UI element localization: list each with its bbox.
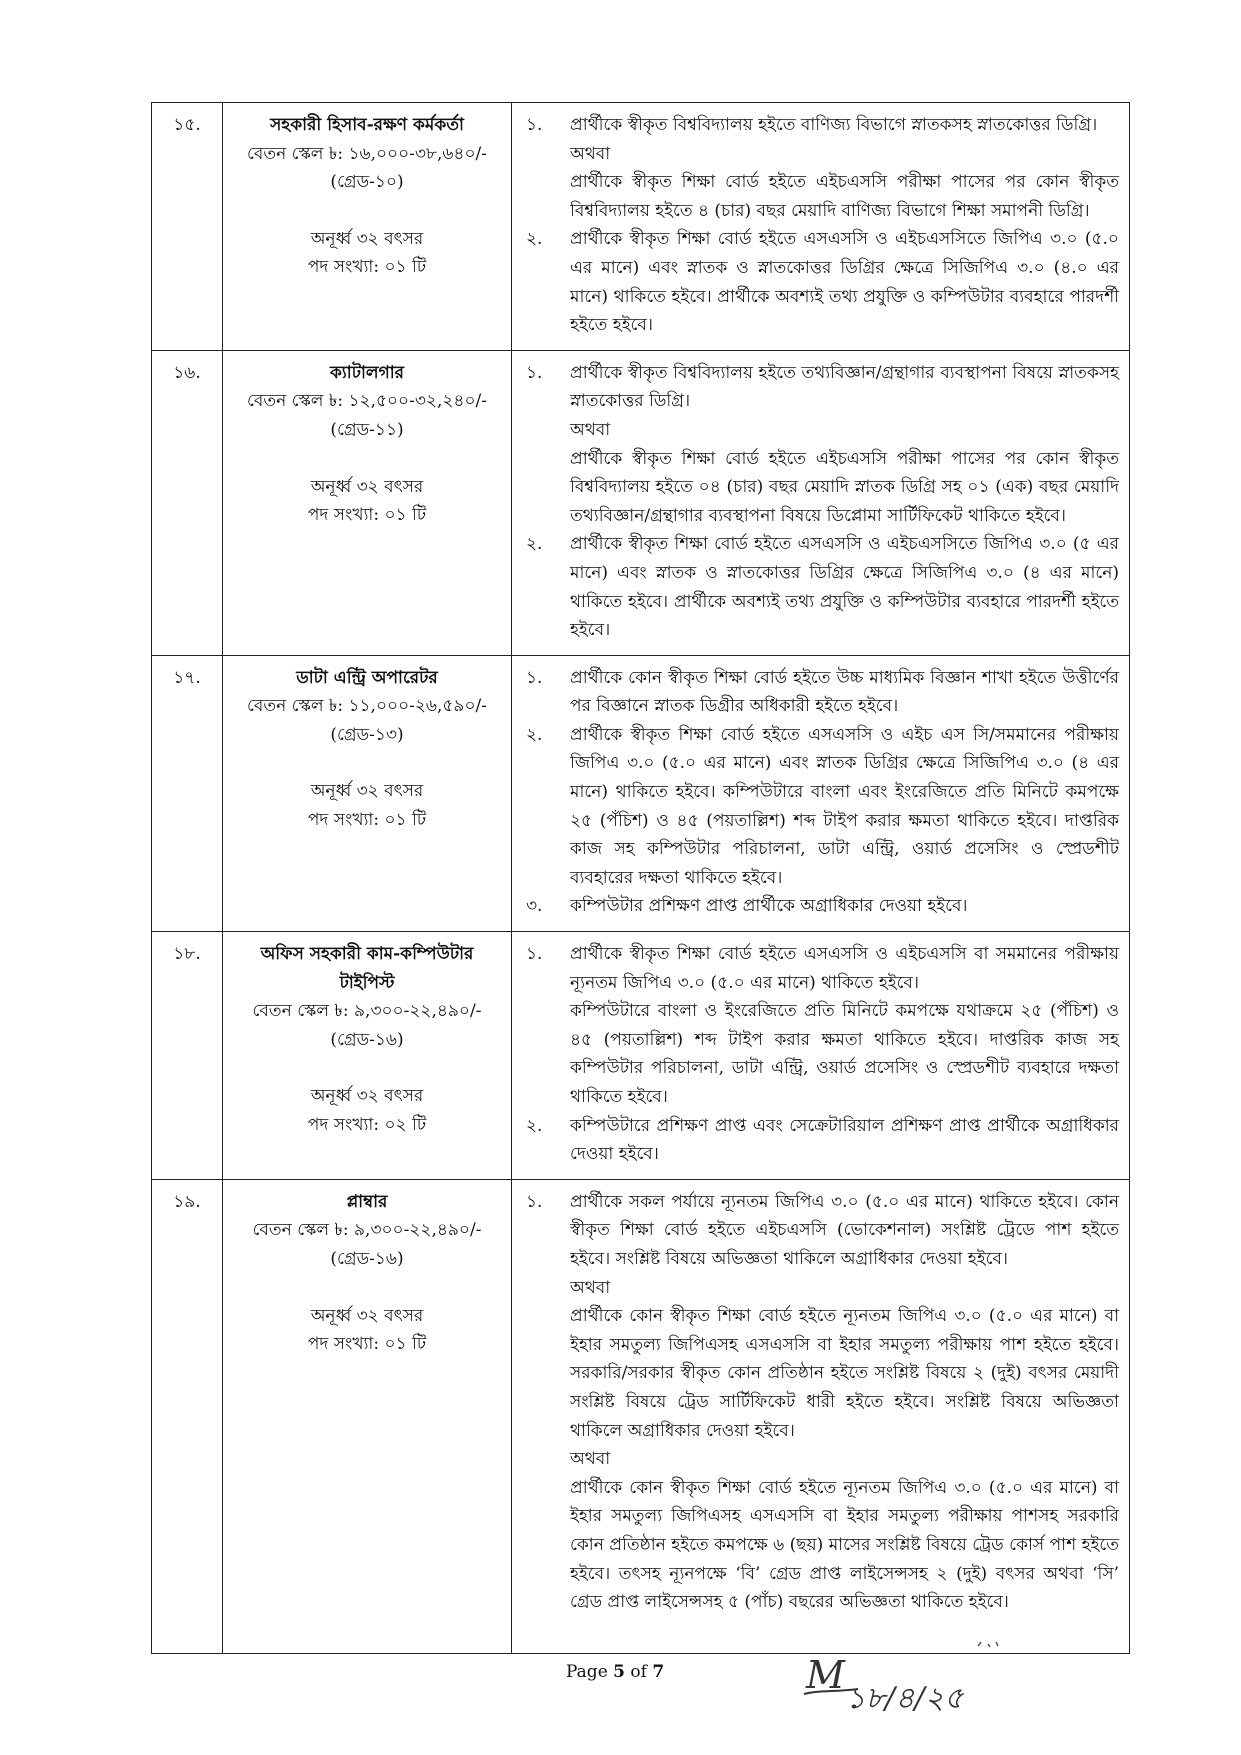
age-limit: অনূর্ধ্ব ৩২ বৎসর — [310, 1305, 424, 1326]
item-number: ৩. — [526, 896, 543, 917]
item-number: ২. — [526, 724, 543, 745]
pay-scale: বেতন স্কেল ৳: ১১,০০০-২৬,৫৯০/- — [247, 696, 487, 717]
post-count: পদ সংখ্যা: ০১ টি — [307, 505, 427, 526]
post-count: পদ সংখ্যা: ০২ টি — [307, 1115, 427, 1135]
table-row — [152, 1179, 1130, 1653]
requirement-text: প্রার্থীকে স্বীকৃত শিক্ষা বোর্ড হইতে এসএসসি ও এইচএসসিতে জিপিএ ৩.০ (৫.০ এর মানে) এবং স্নাতক ও স্নাতকোত্তর ডিগ্রির ক্ষেত্রে সিজিপিএ ৩.০ (৪.০ এর মানে) থাকিতে হইবে। প্রার্থীকে অবশ্যই তথ্য প্রযুক্তি ও কম্পিউটার ব্যবহারে পারদর্শী হইতে হইবে। — [570, 229, 1119, 336]
requirement-item — [522, 530, 1119, 644]
requirement-item — [522, 111, 1119, 140]
handwritten-signature — [798, 1632, 1018, 1722]
item-number: ১. — [526, 944, 543, 965]
requirement-text: প্রার্থীকে সকল পর্যায়ে ন্যূনতম জিপিএ ৩.০ (৫.০ এর মানে) থাকিতে হইবে। কোন স্বীকৃত শিক্ষা বোর্ড হইতে এইচএসসি (ভোকেশনাল) সংশ্লিষ্ট ট্রেডে পাশ হইতে হইবে। সংশ্লিষ্ট বিষয়ে অভিজ্ঞতা থাকিলে অগ্রাধিকার দেওয়া হইবে। — [570, 1191, 1119, 1269]
post-title: সহকারী হিসাব-রক্ষণ কর্মকর্তা — [270, 115, 464, 135]
requirement-text: প্রার্থীকে স্বীকৃত শিক্ষা বোর্ড হইতে এসএসসি ও এইচএসসিতে জিপিএ ৩.০ (৫ এর মানে) এবং স্নাতক ও স্নাতকোত্তর ডিগ্রির ক্ষেত্রে সিজিপিএ ৩.০ (৪ এর মানে) থাকিতে হইবে। প্রার্থীকে অবশ্যই তথ্য প্রযুক্তি ও কম্পিউটার ব্যবহারে পারদর্শী হইতে হইবে। — [570, 534, 1119, 641]
pay-scale: বেতন স্কেল ৳: ৯,৩০০-২২,৪৯০/- — [252, 1001, 482, 1022]
item-number: ২. — [526, 534, 543, 555]
job-requirements-table — [151, 102, 1130, 1654]
requirement-text: প্রার্থীকে কোন স্বীকৃত শিক্ষা বোর্ড হইতে ন্যূনতম জিপিএ ৩.০ (৫.০ এর মানে) বা ইহার সমতুল্য জিপিএসহ এসএসসি বা ইহার সমতুল্য পরীক্ষায় পাশ হইতে হইবে। সরকারি/সরকার স্বীকৃত কোন প্রতিষ্ঠান হইতে সংশ্লিষ্ট বিষয়ে ২ (দুই) বৎসর মেয়াদী সংশ্লিষ্ট বিষয়ে ট্রেড সার্টিফিকেট ধারী হইতে হইবে। সংশ্লিষ্ট বিষয়ে অভিজ্ঞতা থাকিলে অগ্রাধিকার দেওয়া হইবে। — [570, 1306, 1119, 1441]
table-row — [152, 103, 1130, 351]
or-label: অথবা — [570, 419, 611, 440]
post-count: পদ সংখ্যা: ০১ টি — [307, 257, 427, 278]
item-number: ১. — [526, 362, 543, 383]
post-title: ডাটা এন্ট্রি অপারেটর — [296, 667, 438, 688]
grade: (গ্রেড-১৬) — [330, 1029, 404, 1050]
requirement-item — [522, 664, 1119, 721]
requirement-item — [522, 1112, 1119, 1169]
requirement-text: প্রার্থীকে স্বীকৃত শিক্ষা বোর্ড হইতে এইচএসসি পরীক্ষা পাসের পর কোন স্বীকৃত বিশ্ববিদ্যালয় হইতে ০৪ (চার) বছর মেয়াদি স্নাতক ডিগ্রি সহ ০১ (এক) বছর মেয়াদি তথ্যবিজ্ঞান/গ্রন্থাগার ব্যবস্থাপনা বিষয়ে ডিপ্লোমা সার্টিফিকেট থাকিতে হইবে। — [570, 448, 1119, 526]
page-total: 7 — [652, 1662, 665, 1682]
table-row — [152, 655, 1130, 931]
requirement-text: কম্পিউটার প্রশিক্ষণ প্রাপ্ত প্রার্থীকে অগ্রাধিকার দেওয়া হইবে। — [570, 896, 968, 917]
age-limit: অনূর্ধ্ব ৩২ বৎসর — [310, 1086, 424, 1107]
of-word: of — [630, 1662, 647, 1682]
grade: (গ্রেড-১৩) — [330, 724, 404, 745]
post-title: প্লাম্বার — [346, 1191, 388, 1212]
post-cell — [223, 103, 512, 351]
item-number: ১. — [526, 1191, 543, 1212]
or-label: অথবা — [570, 1277, 611, 1298]
item-number: ১. — [526, 667, 543, 688]
pay-scale: বেতন স্কেল ৳: ১২,৫০০-৩২,২৪০/- — [247, 391, 487, 412]
age-limit: অনূর্ধ্ব ৩২ বৎসর — [310, 476, 424, 497]
serial-number: ১৯. — [152, 1179, 223, 1653]
requirement-text: প্রার্থীকে স্বীকৃত শিক্ষা বোর্ড হইতে এসএসসি ও এইচ এস সি/সমমানের পরীক্ষায় জিপিএ ৩.০ (৫.০ এর মানে) এবং স্নাতক ডিগ্রির ক্ষেত্রে সিজিপিএ ৩.০ (৪ এর মানে) থাকিতে হইবে। কম্পিউটারে বাংলা এবং ইংরেজিতে প্রতি মিনিটে কমপক্ষে ২৫ (পঁচিশ) ও ৪৫ (পয়তাল্লিশ) শব্দ টাইপ করার ক্ষমতা থাকিতে হইবে। দাপ্তরিক কাজ সহ কম্পিউটার পরিচালনা, ডাটা এন্ট্রি, ওয়ার্ড প্রসেসিং ও স্প্রেডশীট ব্যবহারের দক্ষতা থাকিতে হইবে। — [570, 724, 1119, 888]
post-title: অফিস সহকারী কাম-কম্পিউটার টাইপিস্ট — [260, 944, 474, 993]
requirement-text: কম্পিউটারে বাংলা ও ইংরেজিতে প্রতি মিনিটে কমপক্ষে যথাক্রমে ২৫ (পঁচিশ) ও ৪৫ (পয়তাল্লিশ) শব্দ টাইপ করার ক্ষমতা থাকিতে হইবে। দাপ্তরিক কাজ সহ কম্পিউটার পরিচালনা, ডাটা এন্ট্রি, ওয়ার্ড প্রসেসিং ও স্প্রেডশীট ব্যবহারে দক্ষতা থাকিতে হইবে। — [570, 1001, 1119, 1107]
post-cell — [223, 350, 512, 655]
post-cell — [223, 655, 512, 931]
signature-date: ১৮/৪/২৫ — [846, 1681, 964, 1716]
post-cell — [223, 932, 512, 1180]
requirement-text: প্রার্থীকে কোন স্বীকৃত শিক্ষা বোর্ড হইতে উচ্চ মাধ্যমিক বিজ্ঞান শাখা হইতে উত্তীর্ণের পর বিজ্ঞানে স্নাতক ডিগ্রীর অধিকারী হইতে হইবে। — [570, 667, 1119, 717]
grade: (গ্রেড-১০) — [330, 172, 404, 193]
requirements-cell — [512, 1179, 1130, 1653]
requirements-cell — [512, 103, 1130, 351]
grade: (গ্রেড-১১) — [330, 419, 404, 440]
page-word: Page — [566, 1662, 608, 1682]
age-limit: অনূর্ধ্ব ৩২ বৎসর — [310, 228, 424, 249]
requirement-item — [522, 940, 1119, 997]
requirement-text: কম্পিউটারে প্রশিক্ষণ প্রাপ্ত এবং সেক্রেটারিয়াল প্রশিক্ষণ প্রাপ্ত প্রার্থীকে অগ্রাধিকার দেওয়া হইবে। — [570, 1115, 1119, 1165]
requirement-item — [522, 1188, 1119, 1274]
page-number: 5 — [613, 1662, 626, 1682]
requirement-text: প্রার্থীকে স্বীকৃত শিক্ষা বোর্ড হইতে এসএসসি ও এইচএসসি বা সমমানের পরীক্ষায় ন্যূনতম জিপিএ ৩.০ (৫.০ এর মানে) থাকিতে হইবে। — [570, 944, 1119, 993]
requirement-text: প্রার্থীকে স্বীকৃত বিশ্ববিদ্যালয় হইতে তথ্যবিজ্ঞান/গ্রন্থাগার ব্যবস্থাপনা বিষয়ে স্নাতকসহ স্নাতকোত্তর ডিগ্রি। — [570, 362, 1119, 412]
item-number: ২. — [526, 229, 543, 250]
requirement-item — [522, 225, 1119, 339]
or-label: অথবা — [570, 1449, 611, 1470]
requirements-cell — [512, 932, 1130, 1180]
serial-number: ১৬. — [152, 350, 223, 655]
item-number: ১. — [526, 115, 543, 135]
age-limit: অনূর্ধ্ব ৩২ বৎসর — [310, 781, 424, 802]
requirement-item — [522, 892, 1119, 921]
requirement-text: প্রার্থীকে স্বীকৃত বিশ্ববিদ্যালয় হইতে বাণিজ্য বিভাগে স্নাতকসহ স্নাতকোত্তর ডিগ্রি। — [570, 115, 1098, 135]
requirement-item — [522, 359, 1119, 416]
requirement-text: প্রার্থীকে কোন স্বীকৃত শিক্ষা বোর্ড হইতে ন্যূনতম জিপিএ ৩.০ (৫.০ এর মানে) বা ইহার সমতুল্য জিপিএসহ এসএসসি বা ইহার সমতুল্য পরীক্ষায় পাশসহ সরকারি কোন প্রতিষ্ঠান হইতে কমপক্ষে ৬ (ছয়) মাসের সংশ্লিষ্ট বিষয়ে ট্রেড কোর্স পাশ হইতে হইবে। তৎসহ ন্যূনপক্ষে ‘বি’ গ্রেড প্রাপ্ত লাইসেন্সসহ ২ (দুই) বৎসর অথবা ‘সি’ গ্রেড প্রাপ্ত লাইসেন্সসহ ৫ (পাঁচ) বছরের অভিজ্ঞতা থাকিতে হইবে। — [570, 1477, 1119, 1613]
signature-initials: M — [806, 1653, 845, 1697]
table-row — [152, 350, 1130, 655]
item-number: ২. — [526, 1115, 543, 1136]
requirement-item — [522, 721, 1119, 893]
pay-scale: বেতন স্কেল ৳: ১৬,০০০-৩৮,৬৪০/- — [247, 143, 487, 164]
page-footer — [566, 1662, 664, 1682]
table-row — [152, 932, 1130, 1180]
serial-number: ১৮. — [152, 932, 223, 1180]
grade: (গ্রেড-১৬) — [330, 1248, 404, 1269]
or-label: অথবা — [570, 143, 611, 164]
post-cell — [223, 1179, 512, 1653]
requirements-cell — [512, 350, 1130, 655]
serial-number: ১৫. — [152, 103, 223, 351]
post-count: পদ সংখ্যা: ০১ টি — [307, 810, 427, 831]
post-count: পদ সংখ্যা: ০১ টি — [307, 1334, 427, 1355]
post-title: ক্যাটালগার — [329, 362, 405, 383]
pay-scale: বেতন স্কেল ৳: ৯,৩০০-২২,৪৯০/- — [252, 1220, 482, 1241]
requirements-cell — [512, 655, 1130, 931]
serial-number: ১৭. — [152, 655, 223, 931]
requirement-text: প্রার্থীকে স্বীকৃত শিক্ষা বোর্ড হইতে এইচএসসি পরীক্ষা পাসের পর কোন স্বীকৃত বিশ্ববিদ্যালয় হইতে ৪ (চার) বছর মেয়াদি বাণিজ্য বিভাগে শিক্ষা সমাপনী ডিগ্রি। — [570, 172, 1119, 221]
